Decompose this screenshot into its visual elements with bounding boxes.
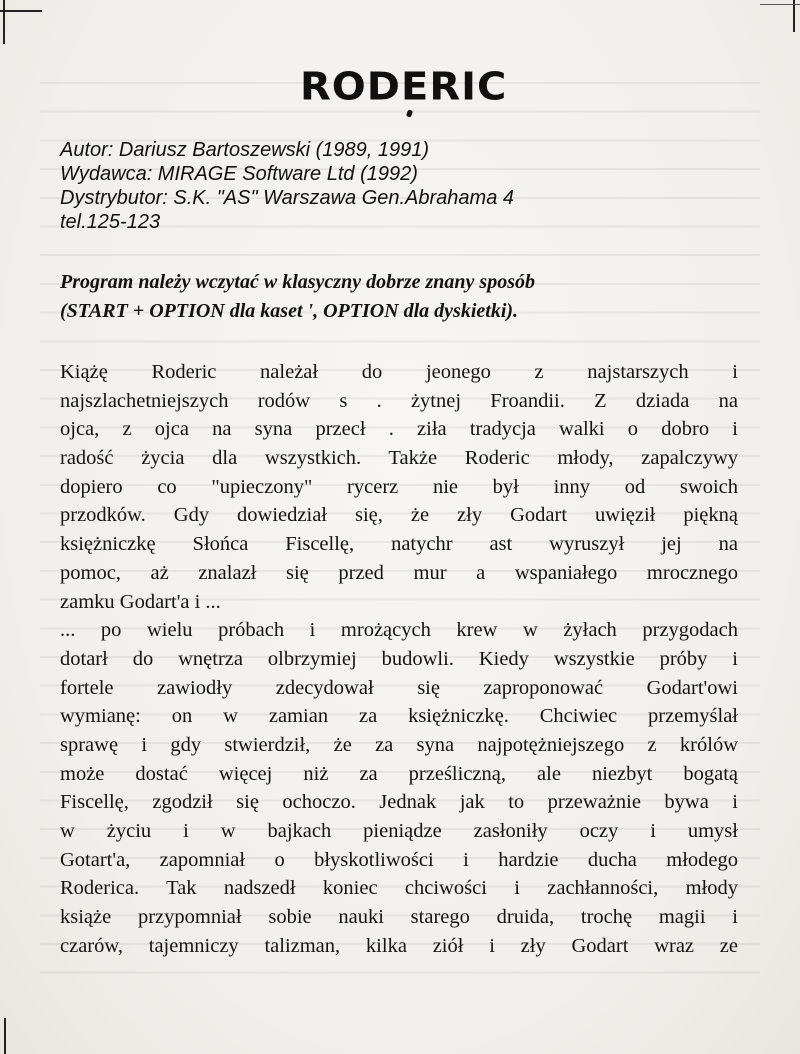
crop-mark-bottom-left [4, 1018, 6, 1054]
loading-line-1: Program należy wczytać w klasyczny dobrze znany sposób [60, 271, 535, 293]
story-line: księżniczkę Słońca Fiscellę, natychr ast wyruszył jej na [60, 533, 738, 556]
credits-block [60, 138, 514, 234]
crop-mark-top-right-horizontal [760, 4, 800, 5]
story-line: może dostać więcej niż za prześliczną, ale niezbyt bogatą [60, 762, 738, 785]
story-line: radość życia dla wszystkich. Także Roderic młody, zapalczywy [60, 447, 738, 470]
loading-instructions [60, 268, 720, 326]
story-line: Gotart'a, zapomniał o błyskotliwości i hardzie ducha młodego [60, 848, 738, 871]
story-line: przodków. Gdy dowiedział się, że zły Godart uwięził piękną [60, 504, 738, 527]
story-line: dopiero co "upieczony" rycerz nie był inny od swoich [60, 475, 738, 498]
story-line: Fiscellę, zgodził się ochoczo. Jednak jak to przeważnie bywa i [60, 791, 738, 814]
story-line: wymianę: on w zamian za księżniczkę. Chciwiec przemyślał [60, 705, 738, 728]
story-line: książe przypomniał sobie nauki starego druida, trochę magii i [60, 906, 738, 929]
story-line: najszlachetniejszych rodów s . żytnej Froandii. Z dziada na [60, 389, 738, 412]
crop-mark-top-left-vertical [3, 0, 5, 44]
story-line: zamku Godart'a i ... [60, 590, 221, 613]
story-text [60, 358, 738, 960]
story-line: w życiu i w bajkach pieniądze zasłoniły oczy i umysł [60, 820, 738, 842]
story-line: ... po wielu próbach i mrożących krew w żyłach przygodach [60, 619, 738, 642]
story-line: Kiążę Roderic należał do jeonego z najstarszych i [60, 361, 738, 383]
logo-accent-mark [406, 109, 413, 117]
story-line: dotarł do wnętrza olbrzymiej budowli. Kiedy wszystkie próby i [60, 647, 738, 670]
author-line: Autor: Dariusz Bartoszewski (1989, 1991) [60, 139, 430, 161]
story-line: sprawę i gdy stwierdził, że za syna najpotężniejszego z królów [60, 733, 738, 756]
roderic-logo [300, 65, 508, 114]
phone-line: tel.125-123 [60, 211, 161, 233]
story-line: ojca, z ojca na syna przecł . ziła tradycja walki o dobro i [60, 418, 738, 441]
logo-text: RODERIC [300, 65, 508, 109]
distributor-line: Dystrybutor: S.K. "AS" Warszawa Gen.Abrahama 4 [60, 187, 515, 209]
publisher-line: Wydawca: MIRAGE Software Ltd (1992) [60, 163, 418, 185]
story-line: pomoc, aż znalazł się przed mur a wspaniałego mrocznego [60, 561, 738, 584]
story-line: fortele zawiodły zdecydował się zaproponować Godart'owi [60, 676, 738, 699]
story-line: czarów, tajemniczy talizman, kilka ziół i zły Godart wraz ze [60, 934, 738, 957]
crop-mark-top-left [0, 10, 42, 12]
story-line: Roderica. Tak nadszedł koniec chciwości i zachłanności, młody [60, 877, 738, 900]
loading-line-2: (START + OPTION dla kaset ', OPTION dla dyskietki). [60, 300, 519, 322]
